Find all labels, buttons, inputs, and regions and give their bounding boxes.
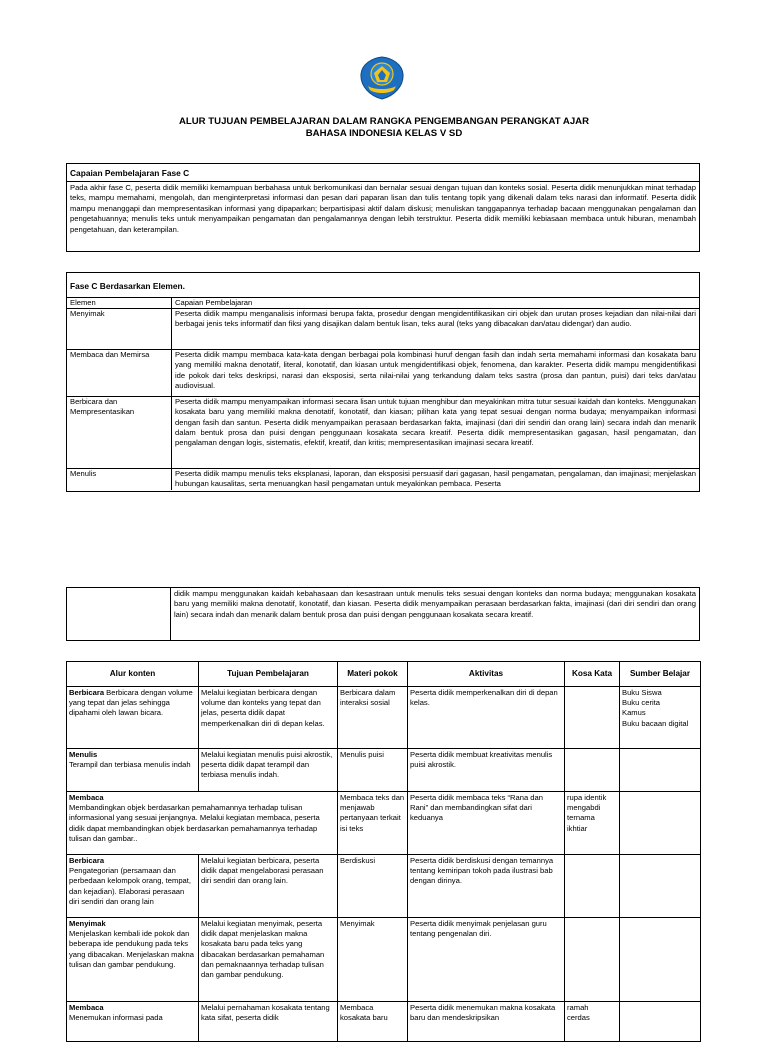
cell-kosa: rupa identik mengabdi ternama ikhtiar [565,792,620,855]
cell-aktivitas: Peserta didik membaca teks “Rana dan Rani” dan membandingkan sifat dari keduanya [408,792,565,855]
elemen-name: Berbicara dan Mempresentasikan [67,397,172,469]
elemen-name: Menulis [67,469,172,490]
header-kosa-kata: Kosa Kata [565,662,620,687]
elemen-capaian: Peserta didik mampu menyampaikan informasi secara lisan untuk tujuan menghibur dan meyakinkan mitra tutur sesuai kaidah dan konteks. Menggunakan kosakata baru yang memiliki makna denotatif, konotatif, dan kiasan; pilihan kata yang tepat sesuai dengan norma budaya; menyampaikan informasi dengan fasih dan santun. Peserta didik menyampaikan perasaan berdasarkan fakta, imajinasi (dari diri sendiri dan orang lain) secara indah dan menarik dalam bentuk prosa dan puisi dengan penggunaan kosakata secara kreatif. Peserta didik mempresentasikan gagasan, hasil pengamatan, dan pengalaman dengan logis, sistematis, efektif, kreatif, dan kritis; mempresentasikan imajinasi secara kreatif. [172,397,700,469]
cell-sumber [620,1002,701,1042]
cell-kosa [565,855,620,918]
cell-sumber [620,749,701,792]
cell-konten: Membaca Menemukan informasi pada [67,1002,199,1042]
cell-aktivitas: Peserta didik menemukan makna kosakata baru dan mendeskripsikan [408,1002,565,1042]
cell-sumber [620,792,701,855]
cell-materi: Membaca teks dan menjawab pertanyaan terkait isi teks [338,792,408,855]
table-row [67,918,701,1002]
capaian-col-header: Capaian Pembelajaran [175,298,253,307]
cell-aktivitas: Peserta didik membuat kreativitas menulis puisi akrostik. [408,749,565,792]
elemen-continuation-box [66,587,700,641]
cell-kosa [565,918,620,1002]
cell-aktivitas: Peserta didik berdiskusi dengan temannya tentang kemiripan tokoh pada ilustrasi bab dengan dirinya. [408,855,565,918]
table-row [67,792,701,855]
cell-materi: Membaca kosakata baru [338,1002,408,1042]
elemen-heading: Fase C Berdasarkan Elemen. [67,273,699,298]
cell-konten: Membaca Membandingkan objek berdasarkan pemahamannya terhadap tulisan informasional yang sesuai jenjangnya. Melalui kegiatan membaca, peserta didik dapat membandingkan objek berdasarkan pemahamannya terhadap tulisan dan gambar.. [67,792,338,855]
cell-konten: Menulis Terampil dan terbiasa menulis indah [67,749,199,792]
elemen-name: Membaca dan Memirsa [67,350,172,397]
cell-konten: Berbicara Berbicara dengan volume yang tepat dan jelas sehingga dipahami oleh lawan bicara. [67,687,199,749]
cell-materi: Berbicara dalam interaksi sosial [338,687,408,749]
cell-kosa [565,687,620,749]
cell-tujuan: Melalui kegiatan berbicara dengan volume dan konteks yang tepat dan jelas, peserta didik dapat memperkenalkan diri di depan kelas. [199,687,338,749]
capaian-heading: Capaian Pembelajaran Fase C [67,164,699,182]
cell-sumber [620,855,701,918]
table-row [67,749,701,792]
table-row [67,1002,701,1042]
cell-aktivitas: Peserta didik memperkenalkan diri di depan kelas. [408,687,565,749]
header-sumber: Sumber Belajar [620,662,701,687]
elemen-name: Menyimak [67,309,172,350]
cell-tujuan: Melalui kegiatan berbicara, peserta didik dapat mengelaborasi perasaan diri sendiri dan orang lain. [199,855,338,918]
capaian-text: Pada akhir fase C, peserta didik memiliki kemampuan berbahasa untuk berkomunikasi dan bernalar sesuai dengan tujuan dan konteks sosial. Peserta didik menunjukkan minat terhadap teks, mampu memahami, mengolah, dan menginterpretasi informasi dan pesan dari paparan lisan dan tulis tentang topik yang dikenali dalam teks narasi dan informatif. Peserta didik mampu menanggapi dan mempresentasikan informasi yang dipaparkan; berpartisipasi aktif dalam diskusi; menuliskan tanggapannya terhadap bacaan menggunakan pengalaman dan pengetahuannya; menulis teks untuk menyampaikan pengamatan dan pengalamannya dengan lebih terstruktur. Peserta didik memiliki kebiasaan membaca untuk hiburan, menambah pengetahuan, dan keterampilan. [70,183,696,234]
document-title-line1: ALUR TUJUAN PEMBELAJARAN DALAM RANGKA PENGEMBANGAN PERANGKAT AJAR [178,116,590,127]
capaian-pembelajaran-box [66,163,700,252]
elemen-box [66,272,700,492]
cell-kosa: ramah cerdas [565,1002,620,1042]
alur-table [66,661,701,1042]
elemen-table [67,298,699,490]
continuation-text: didik mampu menggunakan kaidah kebahasaan dan kesastraan untuk menulis teks sesuai dengan konteks dan norma budaya; menggunakan kosakata baru yang memiliki makna denotatif, konotatif, dan kiasan. Peserta didik menyampaikan perasaan berdasarkan fakta, imajinasi (dari diri sendiri dan orang lain) secara indah dan menarik dalam bentuk prosa dan puisi dengan penggunaan kosakata secara kreatif. [174,589,696,619]
elemen-capaian: Peserta didik mampu menulis teks eksplanasi, laporan, dan eksposisi persuasif dari gagasan, hasil pengamatan, pengalaman, dan imajinasi; menjelaskan hubungan kausalitas, serta menuangkan hasil pengamatan untuk meyakinkan pembaca. Peserta [172,469,700,490]
cell-materi: Berdiskusi [338,855,408,918]
cell-tujuan: Melalui kegiatan menyimak, peserta didik dapat menjelaskan makna kosakata baru pada teks yang dibacakan berdasarkan pemahaman dan pemaknaannya terhadap tulisan dan gambar pendukung. [199,918,338,1002]
header-tujuan: Tujuan Pembelajaran [199,662,338,687]
cell-kosa [565,749,620,792]
cell-konten: Menyimak Menjelaskan kembali ide pokok dan beberapa ide pendukung pada teks yang dibacakan. Menjelaskan makna tulisan dan gambar pendukung. [67,918,199,1002]
elemen-capaian: Peserta didik mampu menganalisis informasi berupa fakta, prosedur dengan mengidentifikasikan ciri objek dan urutan proses kejadian dan nilai-nilai dari berbagai jenis teks informatif dan fiksi yang disajikan dalam bentuk lisan, teks aural (teks yang dibacakan dan/atau didengar) dan audio. [172,309,700,350]
header-materi: Materi pokok [338,662,408,687]
elemen-col-header: Elemen [67,298,172,309]
header-alur-konten: Alur konten [67,662,199,687]
cell-sumber: Buku Siswa Buku cerita Kamus Buku bacaan digital [620,687,701,749]
cell-konten: Berbicara Pengategorian (persamaan dan perbedaan kelompok orang, tempat, dan kejadian). Elaborasi perasaan diri sendiri dan orang lain [67,855,199,918]
cell-materi: Menyimak [338,918,408,1002]
cell-tujuan: Melalui kegiatan menulis puisi akrostik, peserta didik dapat terampil dan terbiasa menulis indah. [199,749,338,792]
tut-wuri-handayani-logo [354,56,410,100]
document-title-line2: BAHASA INDONESIA KELAS V SD [305,128,463,139]
cell-tujuan: Melalui pernahaman kosakata tentang kata sifat, peserta didik [199,1002,338,1042]
header-aktivitas: Aktivitas [408,662,565,687]
cell-aktivitas: Peserta didik menyimak penjelasan guru tentang pengenalan diri. [408,918,565,1002]
cell-sumber [620,918,701,1002]
table-row [67,855,701,918]
elemen-capaian: Peserta didik mampu membaca kata-kata dengan berbagai pola kombinasi huruf dengan fasih dan indah serta memahami informasi dan kosakata baru yang memiliki makna denotatif, literal, konotatif, dan kiasan untuk mengidentifikasi objek, fenomena, dan karakter. Peserta didik mampu mengidentifikasi ide pokok dari teks deskripsi, narasi dan eksposisi, serta nilai-nilai yang terkandung dalam teks sastra (prosa dan pantun, puisi) dari teks dan/atau audiovisual. [172,350,700,397]
cell-materi: Menulis puisi [338,749,408,792]
table-row [67,687,701,749]
